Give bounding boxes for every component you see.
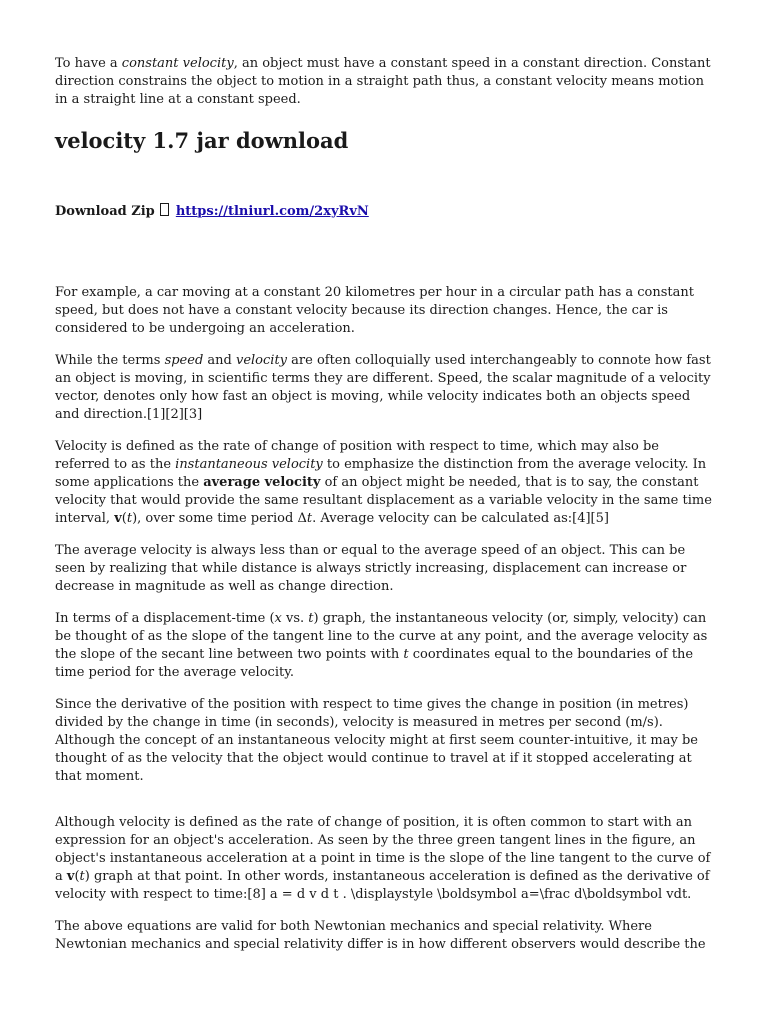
intro-paragraph: [55, 55, 717, 109]
emphasis-velocity: velocity: [235, 353, 288, 368]
text-span: vs.: [281, 611, 309, 626]
variable-x: x: [274, 611, 282, 626]
text-span: and: [203, 353, 236, 368]
page-title: velocity 1.7 jar download: [55, 128, 349, 153]
paragraph-car-example: For example, a car moving at a constant 20 kilometres per hour in a circular path has a constant speed, but does not have a constant velocity because its direction changes. Hence, the car is considered to be undergoing an acceleration.: [55, 285, 694, 336]
paragraph-relativity: The above equations are valid for both Newtonian mechanics and special relativity. Where Newtonian mechanics and special relativity differ is in how different observers would describe the: [55, 919, 706, 952]
variable-t: t: [79, 869, 85, 884]
text-span: Although velocity is defined as the rate of change of position, it is often common to start with an expression for an object's acceleration. As seen by the three green tangent lines in the figure, an object's instantaneous acceleration at a point in time is the slope of the line tangent to the curve of a: [55, 815, 711, 884]
text-span: In terms of a displacement-time (: [55, 611, 275, 626]
intro-text: To have a: [55, 56, 122, 71]
vector-v: v: [66, 869, 75, 884]
text-span: Velocity is defined as the rate of change of position with respect to time, which may also be referred to as the: [55, 439, 659, 472]
download-link[interactable]: https://tlniurl.com/2xyRvN: [175, 204, 369, 219]
text-span: are often colloquially used interchangeably to connote how fast an object is moving, in scientific terms they are different. Speed, the scalar magnitude of a velocity vector, denotes only how fast an object is moving, while velocity indicates both an objects speed and direction.[1][2][3]: [55, 353, 711, 422]
text-span: While the terms: [55, 353, 165, 368]
paragraph-acceleration: [55, 814, 717, 904]
variable-t: t: [403, 647, 409, 662]
variable-t: t: [308, 611, 314, 626]
text-span: to emphasize the distinction from the average velocity. In some applications the: [55, 457, 707, 490]
text-span: of an object might be needed, that is to say, the constant velocity that would provide the same resultant displacement as a variable velocity in the same time interval,: [55, 475, 712, 526]
paragraph-displacement-graph: [55, 610, 717, 682]
paragraph-velocity-definition: [55, 438, 717, 528]
text-span: . Average velocity can be calculated as:[4][5]: [312, 511, 609, 526]
emphasis-speed: speed: [164, 353, 204, 368]
text-span: ) graph at that point. In other words, instantaneous acceleration is defined as the derivative of velocity with respect to time:[8] a = d v d t . \displaystyle \boldsymbol a=\frac d\boldsymbol vdt.: [55, 869, 710, 902]
variable-t: t: [126, 511, 133, 526]
paragraph-average-speed: The average velocity is always less than or equal to the average speed of an object. This can be seen by realizing that while distance is always strictly increasing, displacement can increase or decrease in magnitude as well as change direction.: [55, 543, 687, 594]
text-span: (: [121, 511, 127, 526]
article-body: [55, 55, 717, 954]
intro-text-rest: , an object must have a constant speed in a constant direction. Constant direction constrains the object to motion in a straight path thus, a constant velocity means motion in a straight line at a constant speed.: [55, 56, 711, 107]
text-span: ), over some time period Δ: [132, 511, 307, 526]
text-span: (: [74, 869, 80, 884]
paragraph-speed-vs-velocity: [55, 352, 717, 424]
bold-average-velocity: average velocity: [203, 475, 321, 490]
emphasis-instantaneous-velocity: instantaneous velocity: [175, 457, 323, 472]
download-line: [55, 203, 717, 221]
download-label: Download Zip: [55, 204, 155, 219]
variable-t: t: [306, 511, 313, 526]
paragraph-units: Since the derivative of the position with respect to time gives the change in position (in metres) divided by the change in time (in seconds), velocity is measured in metres per second (m/s). Although the concept of an instantaneous velocity might at first seem counter-intuitive, it may be thought of as the velocity that the object would continue to travel at if it stopped accelerating at that moment.: [55, 697, 699, 784]
intro-emphasis: constant velocity: [121, 56, 234, 71]
missing-glyph-icon: [160, 203, 169, 216]
text-span: coordinates equal to the boundaries of the time period for the average velocity.: [55, 647, 694, 680]
text-span: ) graph, the instantaneous velocity (or, simply, velocity) can be thought of as the slope of the tangent line to the curve at any point, and the average velocity as the slope of the secant line between two points with: [55, 611, 708, 662]
vector-v: v: [114, 511, 122, 526]
